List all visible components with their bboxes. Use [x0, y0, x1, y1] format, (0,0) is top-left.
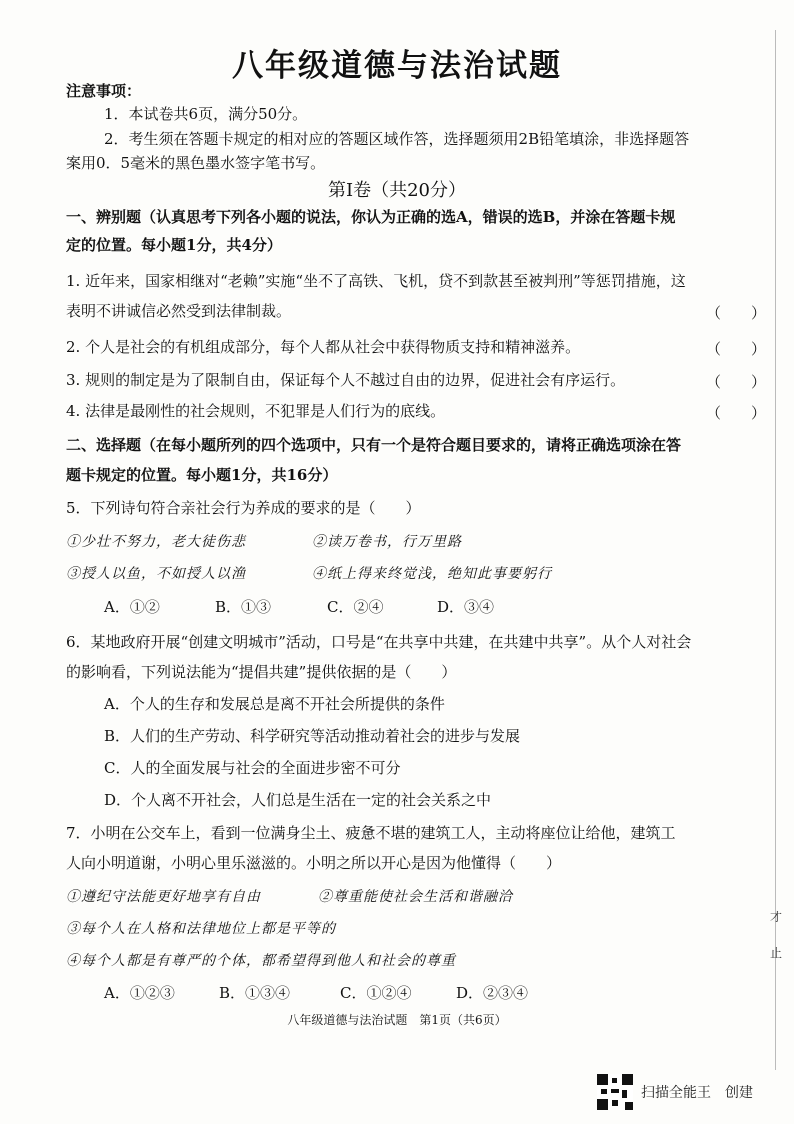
question-5-option: A．①②	[104, 598, 160, 616]
answer-paren: （ ）	[706, 404, 767, 422]
question-1-line: 1. 近年来，国家相继对“老赖”实施“坐不了高铁、飞机，贷不到款甚至被判刑”等惩罚措施，这	[66, 272, 686, 290]
question-7-option: D．②③④	[456, 984, 529, 1002]
question-5-option: C．②④	[327, 598, 384, 616]
question-2-line: 2. 个人是社会的有机组成部分，每个人都从社会中获得物质支持和精神滋养。	[66, 338, 581, 356]
part1-heading: 一、辨别题（认真思考下列各小题的说法，你认为正确的选A，错误的选B，并涂在答题卡规	[66, 208, 676, 226]
question-7-option: C．①②④	[340, 984, 412, 1002]
question-6-stem: 6．某地政府开展“创建文明城市”活动，口号是“在共享中共建，在共建中共享”。从个人对社会	[66, 633, 692, 651]
question-6-option: D．个人离不开社会，人们总是生活在一定的社会关系之中	[104, 791, 492, 809]
question-5-item: ①少壮不努力，老大徒伤悲	[66, 534, 246, 550]
question-7-stem: 人向小明道谢，小明心里乐滋滋的。小明之所以开心是因为他懂得（ ）	[66, 854, 562, 872]
notice-line: 案用0．5毫米的黑色墨水签字笔书写。	[66, 154, 326, 172]
scanner-watermark: 扫描全能王 创建	[641, 1085, 753, 1101]
question-7-item: ①遵纪守法能更好地享有自由	[66, 889, 261, 905]
question-7-stem: 7．小明在公交车上，看到一位满身尘土、疲惫不堪的建筑工人，主动将座位让给他，建筑工	[66, 824, 676, 842]
notice-line: 2．考生须在答题卡规定的相对应的答题区域作答，选择题须用2B铅笔填涂，非选择题答	[104, 130, 690, 148]
question-4-line: 4. 法律是最刚性的社会规则，不犯罪是人们行为的底线。	[66, 402, 446, 420]
question-5-item: ③授人以鱼，不如授人以渔	[66, 566, 246, 582]
question-7-item: ④每个人都是有尊严的个体，都希望得到他人和社会的尊重	[66, 953, 456, 969]
notice-heading: 注意事项：	[66, 82, 142, 100]
question-6-option: A．个人的生存和发展总是离不开社会所提供的条件	[104, 695, 445, 713]
question-6-option: B．人们的生产劳动、科学研究等活动推动着社会的进步与发展	[104, 727, 521, 745]
margin-fragment: 止	[770, 946, 783, 960]
page-footer: 八年级道德与法治试题 第1页（共6页）	[287, 1013, 507, 1027]
question-5-item: ④纸上得来终觉浅，绝知此事要躬行	[312, 566, 552, 582]
question-7-item: ②尊重能使社会生活和谐融洽	[318, 889, 513, 905]
part1-heading: 定的位置。每小题1分，共4分）	[66, 236, 282, 254]
part2-heading: 二、选择题（在每小题所列的四个选项中，只有一个是符合题目要求的，请将正确选项涂在答	[66, 436, 682, 454]
answer-paren: （ ）	[706, 373, 767, 391]
margin-fragment: 才	[770, 910, 783, 924]
question-5-option: D．③④	[437, 598, 495, 616]
question-3-line: 3. 规则的制定是为了限制自由，保证每个人不越过自由的边界，促进社会有序运行。	[66, 371, 626, 389]
part2-heading: 题卡规定的位置。每小题1分，共16分）	[66, 466, 338, 484]
question-7-option: A．①②③	[104, 984, 175, 1002]
qr-code-icon	[597, 1074, 633, 1110]
answer-paren: （ ）	[706, 304, 767, 322]
question-6-option: C．人的全面发展与社会的全面进步密不可分	[104, 759, 401, 777]
notice-line: 1．本试卷共6页，满分50分。	[104, 105, 308, 123]
question-5-stem: 5．下列诗句符合亲社会行为养成的要求的是（ ）	[66, 499, 421, 517]
question-7-option: B．①③④	[219, 984, 291, 1002]
question-6-stem: 的影响看，下列说法能为“提倡共建”提供依据的是（ ）	[66, 663, 457, 681]
page-title: 八年级道德与法治试题	[232, 48, 562, 84]
question-7-item: ③每个人在人格和法律地位上都是平等的	[66, 921, 336, 937]
question-5-option: B．①③	[215, 598, 272, 616]
question-5-item: ②读万卷书，行万里路	[312, 534, 462, 550]
question-1-line: 表明不讲诚信必然受到法律制裁。	[66, 302, 292, 320]
section-title: 第Ⅰ卷（共20分）	[327, 180, 466, 201]
answer-paren: （ ）	[706, 340, 767, 358]
